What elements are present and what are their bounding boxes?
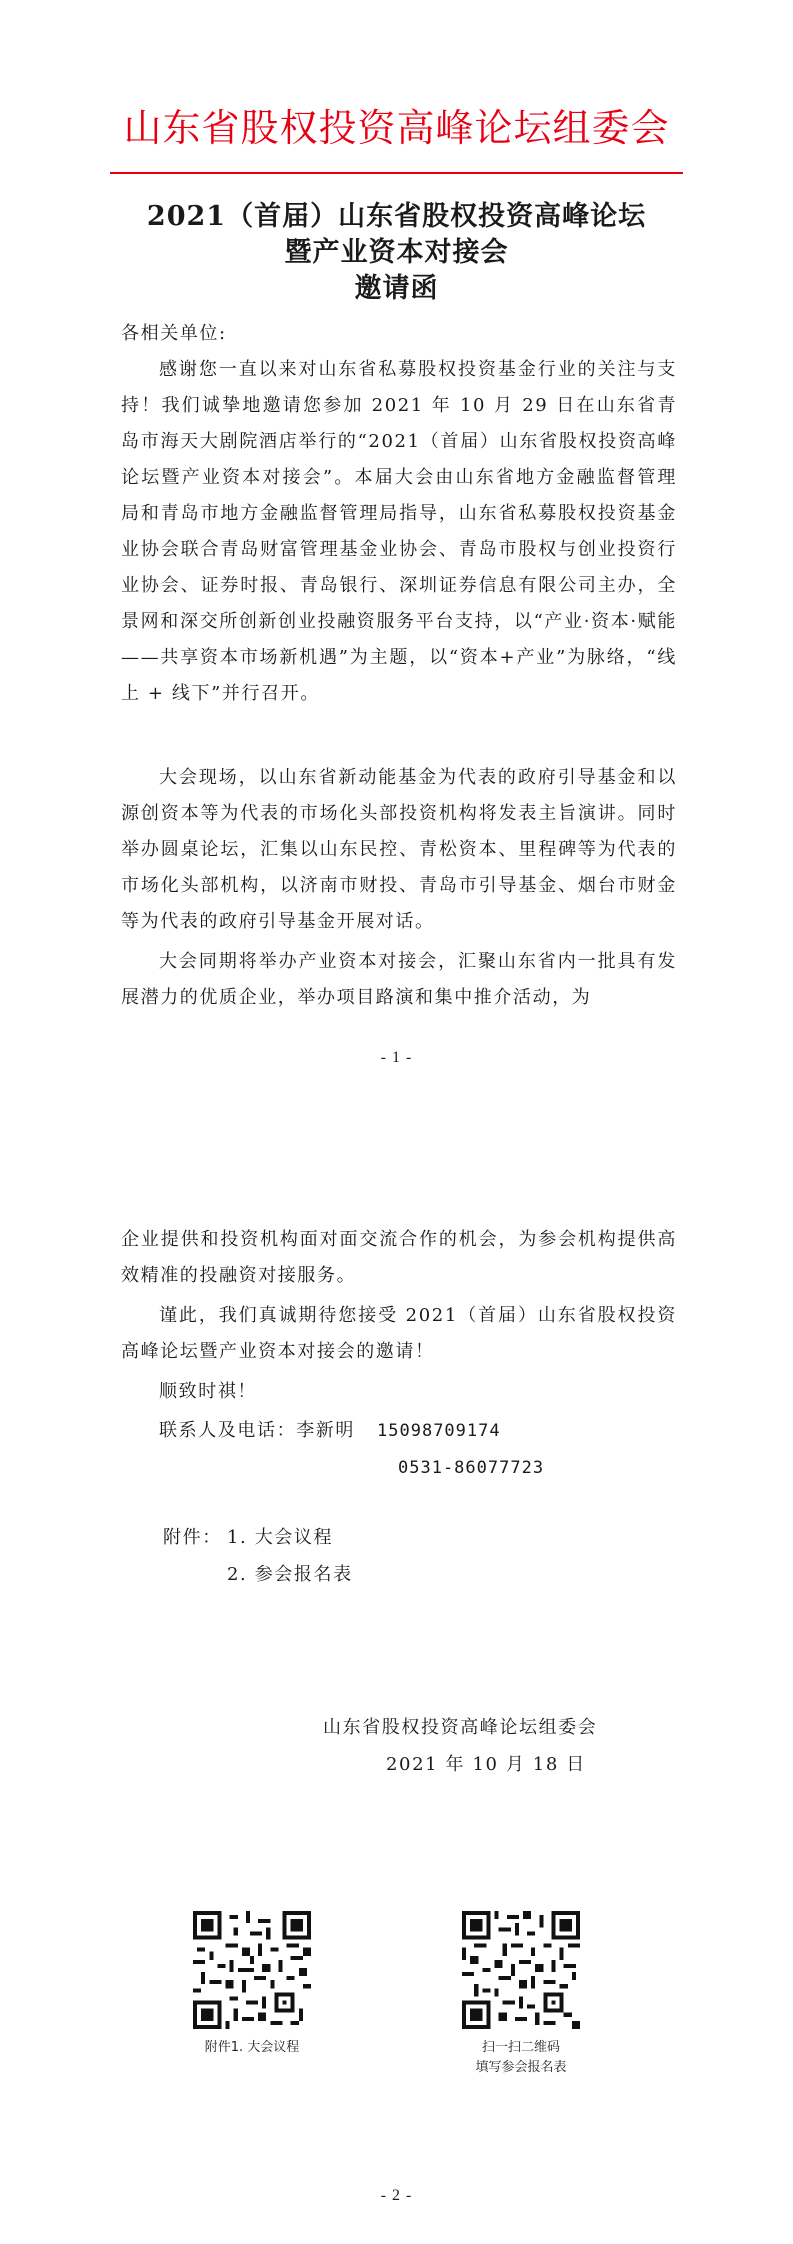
document-title-line-3: 邀请函: [354, 273, 439, 304]
qr-code-registration[interactable]: [462, 1911, 580, 2029]
contact-line: [159, 1413, 501, 1449]
paragraph-continuation: 企业提供和投资机构面对面交流合作的机会，为参会机构提供高效精准的投融资对接服务。: [121, 1229, 677, 1286]
paragraph-keynotes: 大会现场，以山东省新动能基金为代表的政府引导基金和以源创资本等为代表的市场化头部投资机构将发表主旨演讲。同时举办圆桌论坛，汇集以山东民控、青松资本、里程碑等为代表的市场化头部机构，以济南市财投、青岛市引导基金、烟台市财金等为代表的政府引导基金开展对话。: [121, 767, 677, 932]
signer-organization: 山东省股权投资高峰论坛组委会: [323, 1717, 598, 1738]
qr-caption-registration-line-2: 填写参会报名表: [475, 2060, 567, 2075]
closing-greeting: 顺致时祺！: [159, 1381, 257, 1402]
qr-caption-agenda: 附件1. 大会议程: [204, 2040, 300, 2055]
attachment-item-agenda: 1. 大会议程: [227, 1527, 334, 1548]
paragraph-matchmaking: 大会同期将举办产业资本对接会，汇聚山东省内一批具有发展潜力的优质企业，举办项目路演和集中推介活动，为: [121, 951, 677, 1008]
header-red-rule: [110, 172, 683, 174]
attachment-item-registration: 2. 参会报名表: [227, 1564, 353, 1585]
contact-name: 李新明: [296, 1420, 356, 1441]
qr-caption-registration-line-1: 扫一扫二维码: [481, 2040, 560, 2055]
attachments-label: 附件：: [163, 1527, 222, 1548]
contact-phone-mobile: 15098709174: [377, 1421, 501, 1441]
paragraph-thanks: 感谢您一直以来对山东省私募股权投资基金行业的关注与支持！我们诚挚地邀请您参加 2021 年 10 月 29 日在山东省青岛市海天大剧院酒店举行的“2021（首届）山东省股权投资高峰论坛暨产业资本对接会”。本届大会由山东省地方金融监督管理局和青岛市地方金融监督管理局指导，山东省私募股权投资基金业协会联合青岛财富管理基金业协会、青岛市股权与创业投资行业协会、证券时报、青岛银行、深圳证券信息有限公司主办，全景网和深交所创新创业投融资服务平台支持，以“产业·资本·赋能——共享资本市场新机遇”为主题，以“资本+产业”为脉络，“线上 + 线下”并行召开。: [121, 359, 677, 704]
contact-label: 联系人及电话：: [159, 1420, 297, 1441]
salutation: 各相关单位:: [121, 323, 227, 344]
organizer-header-title: 山东省股权投资高峰论坛组委会: [123, 106, 670, 150]
qr-code-agenda[interactable]: [193, 1911, 311, 2029]
document-title-line-1: 2021（首届）山东省股权投资高峰论坛: [146, 201, 647, 232]
page-number-1: - 1 -: [380, 1049, 413, 1066]
document-title-line-2: 暨产业资本对接会: [284, 237, 509, 268]
signing-date: 2021 年 10 月 18 日: [386, 1754, 586, 1775]
paragraph-invitation: 谨此，我们真诚期待您接受 2021（首届）山东省股权投资高峰论坛暨产业资本对接会的邀请！: [121, 1305, 677, 1362]
page-number-2: - 2 -: [380, 2187, 413, 2204]
contact-phone-office: 0531-86077723: [398, 1458, 545, 1478]
qr-code-agenda-icon: [193, 1911, 311, 2029]
qr-code-registration-icon: [462, 1911, 580, 2029]
